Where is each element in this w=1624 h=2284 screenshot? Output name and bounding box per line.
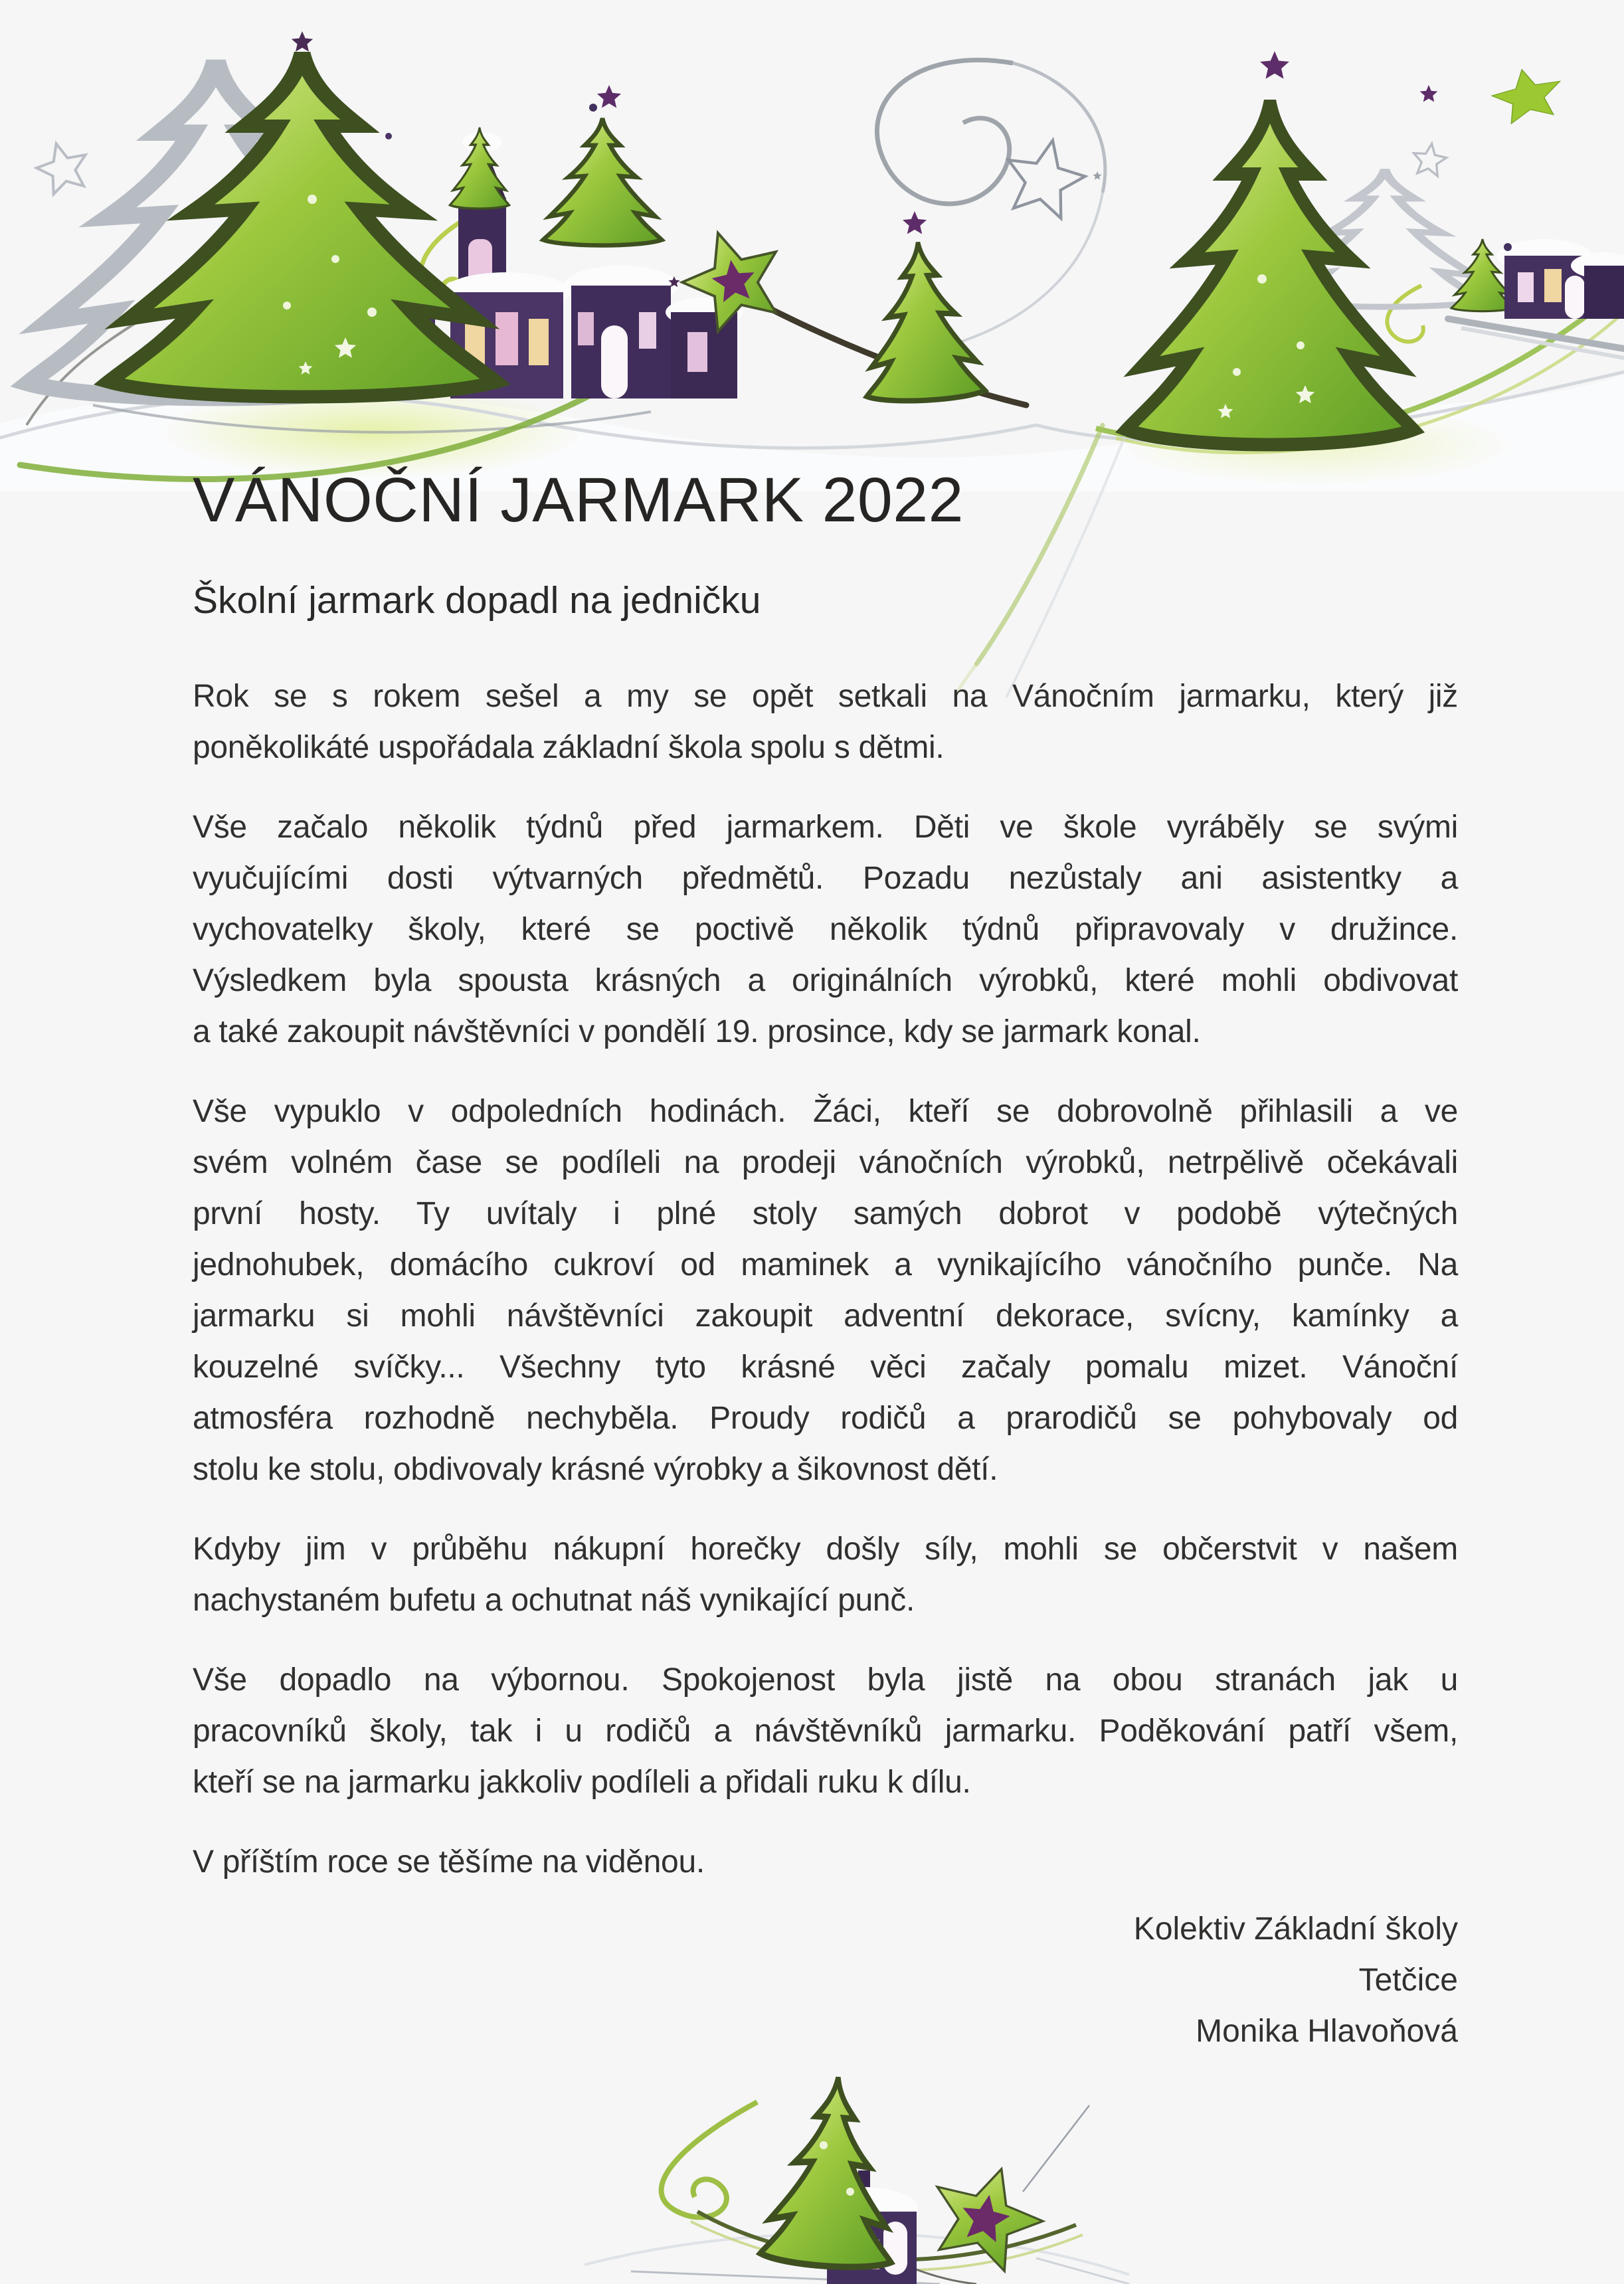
- signature-line: Kolektiv Základní školy: [1133, 1911, 1458, 1947]
- paragraph: [193, 1524, 1458, 1626]
- page-title: VÁNOČNÍ JARMARK 2022: [193, 465, 964, 535]
- paragraph-line: a také zakoupit návštěvníci v pondělí 19. prosince, kdy se jarmark konal.: [193, 1014, 1201, 1049]
- paragraph: [193, 1654, 1458, 1808]
- paragraph-line: vyučujícími dosti výtvarných předmětů. Pozadu nezůstaly ani asistentky a: [193, 861, 1458, 896]
- signature-line: Tetčice: [1358, 1963, 1458, 1998]
- paragraph-line: Kdyby jim v průběhu nákupní horečky došly síly, mohli se občerstvit v našem: [193, 1532, 1458, 1567]
- paragraph-line: pracovníků školy, tak i u rodičů a návštěvníků jarmarku. Poděkování patří všem,: [193, 1713, 1458, 1749]
- paragraph-line: kouzelné svíčky... Všechny tyto krásné věci začaly pomalu mizet. Vánoční: [193, 1350, 1458, 1385]
- paragraph-line: Vše dopadlo na výbornou. Spokojenost byla jistě na obou stranách jak u: [193, 1662, 1458, 1698]
- paragraph-line: poněkolikáté uspořádala základní škola spolu s dětmi.: [193, 730, 945, 765]
- paragraph-line: jednohubek, domácího cukroví od maminek a vynikajícího vánočního punče. Na: [193, 1247, 1458, 1282]
- paragraph-line: svém volném čase se podíleli na prodeji vánočních výrobků, netrpělivě očekávali: [193, 1145, 1458, 1180]
- article-body: [193, 671, 1458, 1916]
- paragraph-line: kteří se na jarmarku jakkoliv podíleli a přidali ruku k dílu.: [193, 1765, 971, 1800]
- paragraph-line: atmosféra rozhodně nechyběla. Proudy rodičů a prarodičů se pohybovaly od: [193, 1401, 1458, 1436]
- paragraph-line: Vše vypuklo v odpoledních hodinách. Žáci, kteří se dobrovolně přihlasili a ve: [193, 1094, 1458, 1129]
- paragraph: [193, 1836, 1458, 1888]
- signature-line: Monika Hlavoňová: [1196, 2014, 1458, 2049]
- paragraph-line: jarmarku si mohli návštěvníci zakoupit adventní dekorace, svícny, kamínky a: [193, 1298, 1458, 1334]
- paragraph-line: Výsledkem byla spousta krásných a originálních výrobků, které mohli obdivovat: [193, 963, 1458, 998]
- paragraph-line: Vše začalo několik týdnů před jarmarkem. Děti ve škole vyráběly se svými: [193, 810, 1458, 845]
- signature-block: [193, 1903, 1458, 2057]
- paragraph: [193, 671, 1458, 773]
- paragraph-line: vychovatelky školy, které se poctivě několik týdnů připravovaly v družince.: [193, 912, 1458, 947]
- paragraph-line: stolu ke stolu, obdivovaly krásné výrobky a šikovnost dětí.: [193, 1452, 998, 1487]
- article-subtitle: Školní jarmark dopadl na jedničku: [193, 579, 761, 622]
- paragraph-line: Rok se s rokem sešel a my se opět setkali na Vánočním jarmarku, který již: [193, 679, 1458, 714]
- paragraph-line: nachystaném bufetu a ochutnat náš vynikající punč.: [193, 1583, 915, 1618]
- paragraph: [193, 802, 1458, 1057]
- paragraph-line: V příštím roce se těšíme na viděnou.: [193, 1844, 705, 1880]
- paragraph: [193, 1086, 1458, 1495]
- paragraph-line: první hosty. Ty uvítaly i plné stoly samých dobrot v podobě výtečných: [193, 1196, 1458, 1231]
